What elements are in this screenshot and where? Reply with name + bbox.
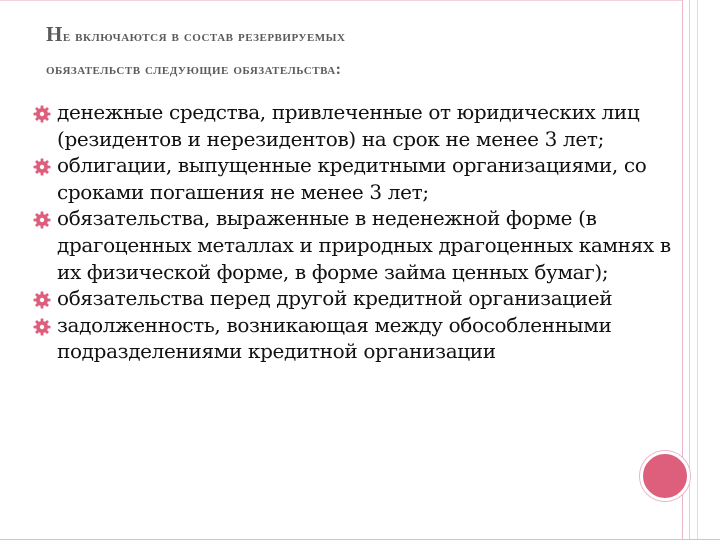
gear-bullet-icon xyxy=(32,290,52,310)
list-item xyxy=(38,312,678,365)
bullet-text: обязательства, выраженные в неденежной форме (в драгоценных металлах и природных драгоценных камнях в их физической форме, в форме займа ценных бумаг); xyxy=(57,206,671,284)
title-initial-cap: Н xyxy=(46,22,63,46)
list-item xyxy=(38,205,678,285)
bullet-text: денежные средства, привлеченные от юридических лиц (резидентов и нерезидентов) на срок не менее 3 лет; xyxy=(57,100,640,151)
gear-bullet-icon xyxy=(32,157,52,177)
frame-top-border xyxy=(0,0,720,1)
frame-inner-line-2 xyxy=(697,0,698,540)
decorative-circle xyxy=(640,451,690,501)
bullet-text: задолженность, возникающая между обособленными подразделениями кредитной организации xyxy=(57,312,612,364)
list-item xyxy=(38,285,678,312)
gear-bullet-icon xyxy=(32,317,52,337)
bullet-text: обязательства перед другой кредитной организацией xyxy=(57,286,613,311)
frame-inner-line xyxy=(689,0,690,540)
bullet-list xyxy=(38,99,678,365)
bullet-text: облигации, выпущенные кредитными организациями, со сроками погашения не менее 3 лет; xyxy=(57,153,647,204)
gear-bullet-icon xyxy=(32,104,52,124)
list-item xyxy=(38,99,678,152)
gear-bullet-icon xyxy=(32,210,52,230)
title-line-1: е включаются в состав резервируемых xyxy=(62,28,346,45)
title-line-2: обязательств следующие обязательства: xyxy=(46,61,342,78)
slide-title xyxy=(46,18,666,86)
frame-right-border xyxy=(682,0,720,540)
list-item xyxy=(38,152,678,205)
